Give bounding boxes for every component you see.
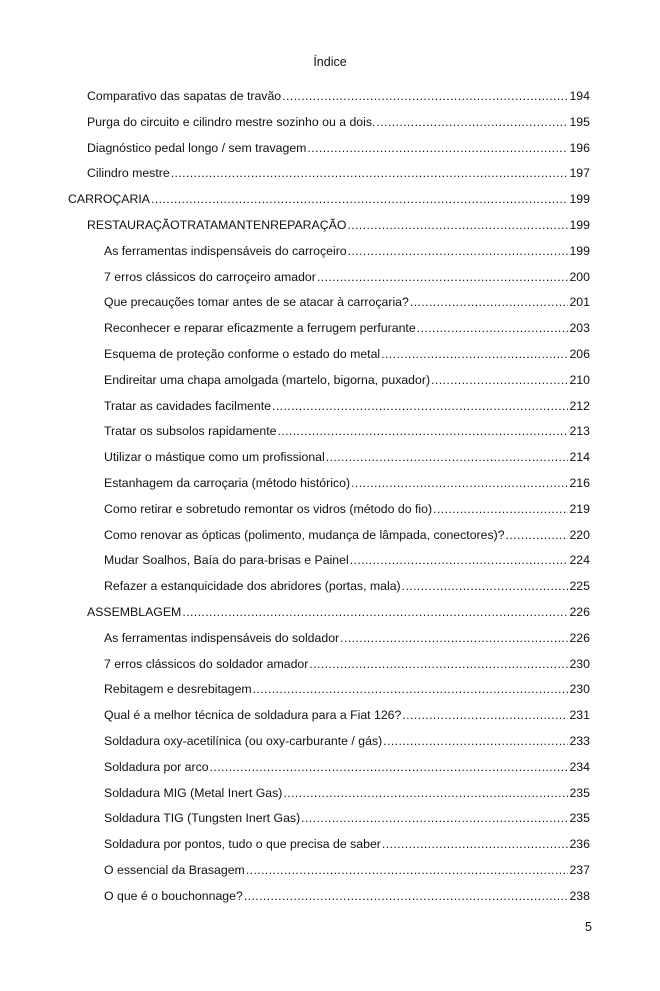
dot-leader xyxy=(351,475,568,491)
toc-entry[interactable] xyxy=(87,217,590,233)
toc-entry-title: Soldadura por pontos, tudo o que precisa de saber xyxy=(104,837,381,852)
toc-entry-page: 225 xyxy=(569,579,590,594)
toc-entry-page: 219 xyxy=(569,501,590,516)
dot-leader xyxy=(402,707,568,723)
toc-entry-page: 197 xyxy=(569,166,590,181)
dot-leader xyxy=(348,243,569,259)
toc-entry[interactable] xyxy=(104,759,590,775)
toc-entry-page: 235 xyxy=(569,811,590,826)
dot-leader xyxy=(283,785,568,801)
toc-entry-title: Tratar as cavidades facilmente xyxy=(104,398,271,413)
page-header-title: Índice xyxy=(313,55,347,69)
toc-entry-page: 195 xyxy=(569,114,590,129)
toc-entry-page: 226 xyxy=(569,630,590,645)
dot-leader xyxy=(506,527,569,543)
toc-entry-title: Purga do circuito e cilindro mestre sozinho ou a dois. xyxy=(87,114,376,129)
dot-leader xyxy=(326,449,569,465)
toc-entry-page: 206 xyxy=(569,347,590,361)
dot-leader xyxy=(402,578,569,594)
toc-entry-title: Soldadura oxy-acetilínica (ou oxy-carburante / gás) xyxy=(104,734,383,748)
toc-entry-title: Comparativo das sapatas de travão xyxy=(87,89,282,103)
toc-entry-title: As ferramentas indispensáveis do carroçeiro xyxy=(104,243,347,258)
toc-entry[interactable] xyxy=(87,604,590,620)
toc-entry-title: Utilizar o mástique como um profissional xyxy=(104,450,325,465)
toc-entry-page: 200 xyxy=(569,269,590,284)
toc-entry[interactable] xyxy=(104,372,590,388)
dot-leader xyxy=(272,398,568,414)
toc-entry-page: 199 xyxy=(569,192,590,207)
toc-entry-title: O essencial da Brasagem xyxy=(104,863,245,877)
toc-entry-page: 220 xyxy=(569,527,590,542)
toc-entry-title: Como retirar e sobretudo remontar os vidros (método do fio) xyxy=(104,501,433,516)
toc-entry-title: Que precauções tomar antes de se atacar à carroçaria? xyxy=(104,295,409,310)
toc-entry-page: 216 xyxy=(569,476,590,490)
toc-entry[interactable] xyxy=(104,398,590,414)
toc-entry[interactable] xyxy=(104,320,590,336)
toc-entry-page: 210 xyxy=(569,372,590,387)
toc-entry-title: Mudar Soalhos, Baía do para-brisas e Painel xyxy=(104,553,349,568)
page-number: 5 xyxy=(585,920,592,934)
toc-entry[interactable] xyxy=(104,423,590,439)
toc-entry[interactable] xyxy=(87,140,590,156)
dot-leader xyxy=(301,810,568,826)
dot-leader xyxy=(382,836,569,852)
toc-entry-title: Soldadura por arco xyxy=(104,759,209,774)
toc-entry[interactable] xyxy=(104,269,590,285)
toc-entry[interactable] xyxy=(104,243,590,259)
dot-leader xyxy=(431,372,568,388)
dot-leader xyxy=(210,759,569,775)
dot-leader xyxy=(340,630,568,646)
toc-entry-title: ASSEMBLAGEM xyxy=(87,605,182,619)
toc-entry[interactable] xyxy=(104,294,590,310)
toc-entry-page: 203 xyxy=(569,321,590,336)
dot-leader xyxy=(417,320,569,336)
toc-entry-title: Qual é a melhor técnica de soldadura para a Fiat 126? xyxy=(104,708,402,723)
toc-entry[interactable] xyxy=(104,681,590,697)
dot-leader xyxy=(253,681,569,697)
toc-entry-page: 199 xyxy=(569,218,590,232)
toc-entry-title: Tratar os subsolos rapidamente xyxy=(104,424,277,439)
toc-entry-page: 201 xyxy=(569,295,590,310)
toc-entry-page: 234 xyxy=(569,759,590,774)
toc-entry-page: 194 xyxy=(569,89,590,103)
toc-entry-title: 7 erros clássicos do soldador amador xyxy=(104,656,309,671)
toc-entry[interactable] xyxy=(104,656,590,672)
toc-entry-page: 231 xyxy=(569,708,590,723)
toc-entry[interactable] xyxy=(87,114,590,130)
toc-entry[interactable] xyxy=(104,836,590,852)
toc-entry-page: 213 xyxy=(569,424,590,439)
dot-leader xyxy=(182,604,568,620)
toc-entry[interactable] xyxy=(87,88,590,104)
toc-entry-title: Rebitagem e desrebitagem xyxy=(104,682,252,697)
toc-entry-title: Soldadura TIG (Tungsten Inert Gas) xyxy=(104,811,301,826)
toc-entry-page: 199 xyxy=(569,243,590,258)
toc-entry[interactable] xyxy=(104,475,590,491)
dot-leader xyxy=(277,423,568,439)
toc-entry[interactable] xyxy=(104,862,590,878)
toc-entry-page: 238 xyxy=(569,888,590,903)
dot-leader xyxy=(347,217,568,233)
toc-entry-page: 236 xyxy=(569,837,590,852)
toc-entry-title: Esquema de proteção conforme o estado do metal xyxy=(104,347,381,361)
dot-leader xyxy=(317,269,569,285)
toc-entry[interactable] xyxy=(104,449,590,465)
toc-entry-page: 214 xyxy=(569,450,590,465)
toc-entry-title: RESTAURAÇÃOTRATAMANTENREPARAÇÃO xyxy=(87,218,347,232)
toc-entry[interactable] xyxy=(104,346,590,362)
toc-entry[interactable] xyxy=(87,165,590,181)
dot-leader xyxy=(309,656,568,672)
toc-entry-page: 226 xyxy=(569,605,590,619)
toc-entry[interactable] xyxy=(68,191,590,207)
toc-entry-page: 212 xyxy=(569,398,590,413)
dot-leader xyxy=(383,733,568,749)
toc-entry-page: 235 xyxy=(569,785,590,800)
toc-entry-title: Cilindro mestre xyxy=(87,166,170,181)
toc-entry-title: CARROÇARIA xyxy=(68,192,150,207)
toc-entry[interactable] xyxy=(104,733,590,749)
dot-leader xyxy=(171,165,569,181)
dot-leader xyxy=(350,552,569,568)
dot-leader xyxy=(307,140,568,156)
toc-entry[interactable] xyxy=(104,501,590,517)
toc-entry[interactable] xyxy=(104,527,590,543)
dot-leader xyxy=(410,294,569,310)
toc-entry-title: As ferramentas indispensáveis do soldador xyxy=(104,630,340,645)
toc-entry[interactable] xyxy=(104,785,590,801)
toc-entry-page: 230 xyxy=(569,656,590,671)
dot-leader xyxy=(376,114,568,130)
toc-entry-title: Como renovar as ópticas (polimento, mudança de lâmpada, conectores)? xyxy=(104,527,505,542)
toc-entry-page: 196 xyxy=(569,140,590,155)
dot-leader xyxy=(282,88,568,104)
toc-entry[interactable] xyxy=(104,707,590,723)
dot-leader xyxy=(246,862,569,878)
toc-entry[interactable] xyxy=(104,578,590,594)
dot-leader xyxy=(244,888,569,904)
toc-entry-title: O que é o bouchonnage? xyxy=(104,888,243,903)
toc-entry[interactable] xyxy=(104,552,590,568)
toc-entry-page: 224 xyxy=(569,553,590,568)
toc-entry-page: 233 xyxy=(569,734,590,748)
toc-entry[interactable] xyxy=(104,888,590,904)
toc-entry-page: 237 xyxy=(569,863,590,877)
toc-entry-title: Estanhagem da carroçaria (método histórico) xyxy=(104,476,351,490)
toc-entry-page: 230 xyxy=(569,682,590,697)
dot-leader xyxy=(381,346,568,362)
toc-entry-title: 7 erros clássicos do carroçeiro amador xyxy=(104,269,316,284)
toc-entry-title: Refazer a estanquicidade dos abridores (portas, mala) xyxy=(104,579,401,594)
toc-entry-title: Diagnóstico pedal longo / sem travagem xyxy=(87,140,307,155)
toc-entry[interactable] xyxy=(104,630,590,646)
dot-leader xyxy=(151,191,568,207)
toc-entry-title: Reconhecer e reparar eficazmente a ferrugem perfurante xyxy=(104,321,416,336)
toc-entry[interactable] xyxy=(104,810,590,826)
toc-entry-title: Soldadura MIG (Metal Inert Gas) xyxy=(104,785,283,800)
dot-leader xyxy=(433,501,568,517)
toc-entry-title: Endireitar uma chapa amolgada (martelo, bigorna, puxador) xyxy=(104,372,431,387)
